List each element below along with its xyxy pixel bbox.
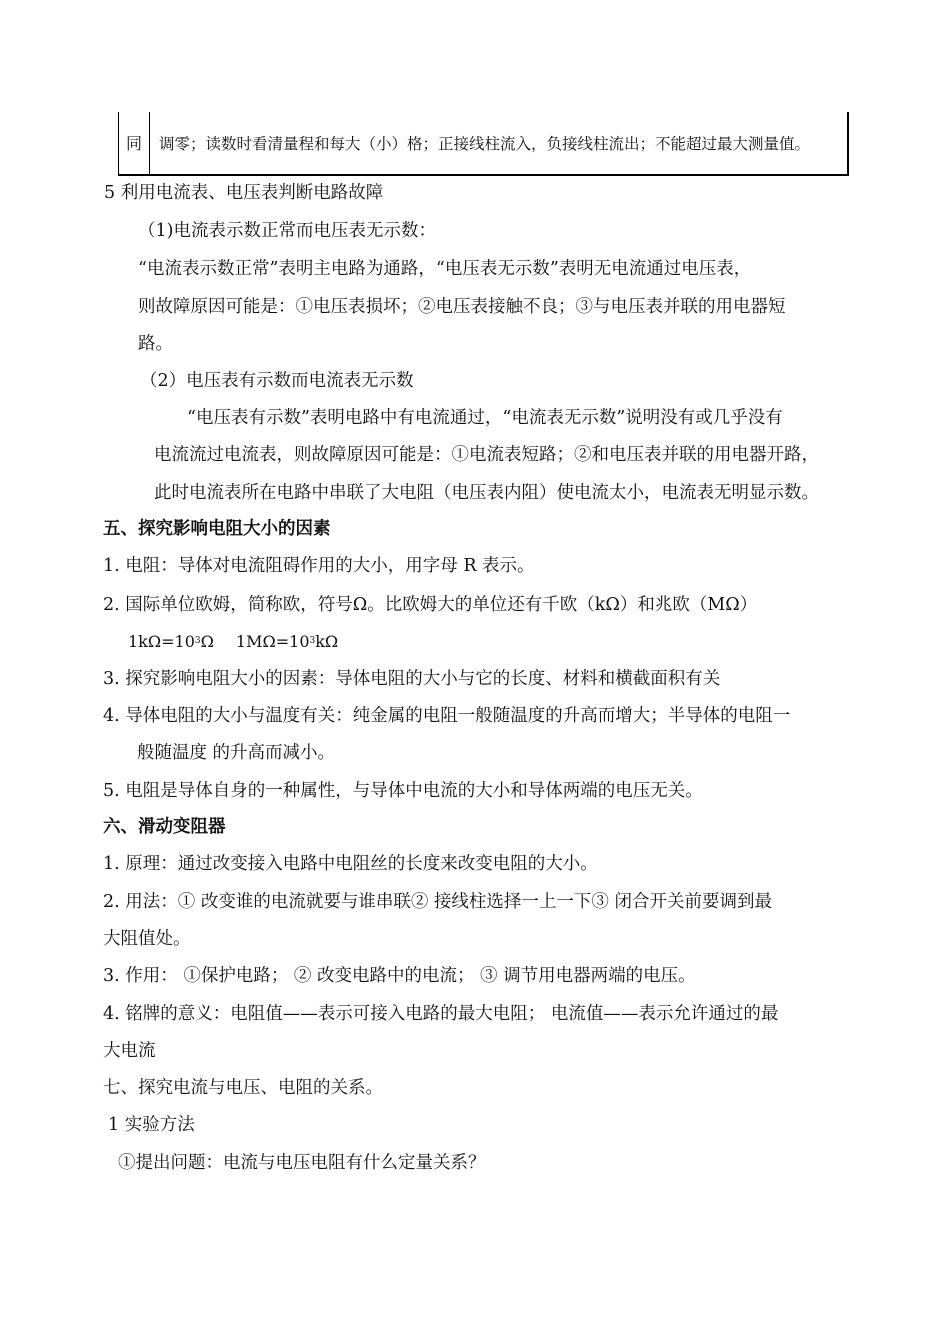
s-six-item-4-line2: 大电流 [103,1041,156,1061]
formula-k-unit: Ω [200,632,214,651]
s-five-item-2: 2. 国际单位欧姆，简称欧，符号Ω。比欧姆大的单位还有千欧（kΩ）和兆欧（MΩ） [103,595,758,615]
s-six-item-4-line1: 4. 铭牌的意义：电阻值——表示可接入电路的最大电阻； 电流值——表示允许通过的最 [103,1004,779,1024]
s5-case1-heading: （1)电流表示数正常而电压表无示数： [138,221,436,241]
s-seven-subheading: 1 实验方法 [108,1115,195,1135]
s5-case1-line2: 则故障原因可能是：①电压表损坏；②电压表接触不良；③与电压表并联的用电器短 [138,297,786,317]
table-row [118,112,849,176]
s5-case2-line1: “电压表有示数”表明电路中有电流通过，“电流表无示数”说明没有或几乎没有 [187,408,783,428]
formula-m-exponent: 3 [309,636,316,646]
s-six-item-3: 3. 作用： ①保护电路； ② 改变电路中的电流； ③ 调节用电器两端的电压。 [103,966,696,986]
s5-case2-line2: 电流流过电流表，则故障原因可能是：①电流表短路；②和电压表并联的用电器开路， [154,445,819,465]
section-six-title: 六、滑动变阻器 [103,817,226,837]
s-five-item-4-line1: 4. 导体电阻的大小与温度有关：纯金属的电阻一般随温度的升高而增大；半导体的电阻一 [103,706,791,726]
s-five-formula [128,629,338,654]
s-six-item-2-line1: 2. 用法：① 改变谁的电流就要与谁串联② 接线柱选择一上一下③ 闭合开关前要调到最 [103,892,772,912]
table-cell-label [119,112,150,174]
s5-case1-line3: 路。 [138,334,173,354]
s-five-item-1: 1. 电阻：导体对电流阻碍作用的大小，用字母 R 表示。 [103,556,535,576]
s5-case2-heading: （2）电压表有示数而电流表无示数 [140,371,414,391]
formula-m: 1MΩ=10 [235,632,310,651]
s-six-item-1: 1. 原理：通过改变接入电路中电阻丝的长度来改变电阻的大小。 [103,854,598,874]
s5-case1-line1: “电流表示数正常”表明主电路为通路，“电压表无示数”表明无电流通过电压表， [138,259,752,279]
table-cell-content: 调零；读数时看清量程和每大（小）格；正接线柱流入，负接线柱流出；不能超过最大测量值。 [159,135,811,153]
table-cell-label-text: 同 [126,134,143,153]
s-six-item-2-line2: 大阻值处。 [103,929,191,949]
s-five-item-5: 5. 电阻是导体自身的一种属性，与导体中电流的大小和导体两端的电压无关。 [103,781,703,801]
section-seven-title: 七、探究电流与电压、电阻的关系。 [103,1078,383,1098]
s5-case2-line3: 此时电流表所在电路中串联了大电阻（电压表内阻）使电流太小，电流表无明显示数。 [154,483,819,503]
s-seven-question: ①提出问题：电流与电压电阻有什么定量关系？ [118,1153,486,1173]
section-5-title: 5 利用电流表、电压表判断电路故障 [104,183,384,203]
section-five-title: 五、探究影响电阻大小的因素 [103,519,331,539]
formula-k-exponent: 3 [194,636,201,646]
s-five-item-4-line2: 般随温度 的升高而减小。 [137,743,336,763]
s-five-item-3: 3. 探究影响电阻大小的因素：导体电阻的大小与它的长度、材料和横截面积有关 [103,669,721,689]
formula-m-unit: kΩ [315,632,339,651]
formula-k: 1kΩ=10 [128,632,195,651]
